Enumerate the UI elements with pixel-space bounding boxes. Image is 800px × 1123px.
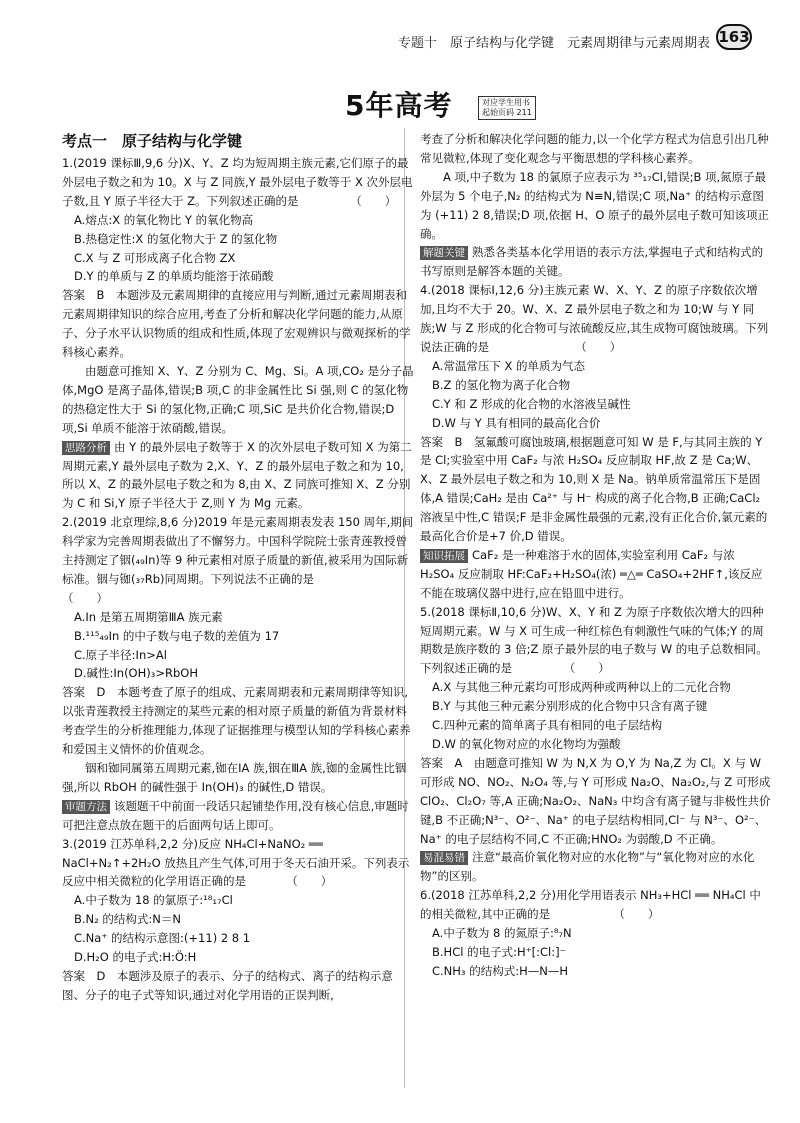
- paragraph: [62, 759, 414, 797]
- option: [62, 627, 414, 646]
- text: C.四种元素的简单离子具有相同的电子层结构: [432, 718, 663, 733]
- option: [62, 646, 414, 665]
- question: [62, 513, 429, 608]
- option: [420, 414, 772, 433]
- banner-note: [478, 96, 536, 120]
- answer: [420, 433, 772, 546]
- text: B.HCl 的电子式:H⁺[:Cl:]⁻: [432, 944, 566, 959]
- answer: [62, 683, 414, 759]
- text: 由 Y 的最外层电子数等于 X 的次外层电子数可知 X 为第二周期元素,Y 最外层电子数为 2,X、Y、Z 的最外层电子数之和为 10,所以 X、Z 的最外层电子数之和为 8,由 X、Z 同族可推知 X、Z 分别为 C 和 Si,Y 原子半径大于 Z,则 Y 为 Mg 元素。: [62, 439, 412, 511]
- text: 答案 D 本题涉及原子的表示、分子的结构式、离子的结构示意图、分子的电子式等知识,通过对化学用语的正误判断,: [62, 968, 393, 1002]
- text: 熟悉各类基本化学用语的表示方法,掌握电子式和结构式的书写原则是解答本题的关键。: [420, 245, 764, 279]
- option: [62, 929, 414, 948]
- text: 注意“最高价氧化物对应的水化物”与“氧化物对应的水化物”的区别。: [420, 850, 755, 884]
- text: 4.(2018 课标Ⅰ,12,6 分)主族元素 W、X、Y、Z 的原子序数依次增加,且均不大于 20。W、X、Z 最外层电子数之和为 10;W 与 Y 同族;W 与 Z 形成的化合物可与浓硫酸反应,其生成物可腐蚀玻璃。下列说法正确的是 （ ）: [420, 283, 769, 354]
- text: 答案 D 本题考查了原子的组成、元素周期表和元素周期律等知识,以张青莲教授主持测定的某些元素的相对原子质量的新值为背景材料考查学生的分析推理能力,体现了证据推理与模型认知的学科核心素养和爱国主义情怀的价值观念。: [62, 685, 411, 757]
- option: [420, 716, 772, 735]
- tip-note: [420, 243, 772, 281]
- option: [420, 357, 772, 376]
- option: [62, 910, 414, 929]
- tip-tag: 审题方法: [62, 800, 110, 814]
- tip-note: [62, 438, 414, 514]
- option: [420, 962, 772, 981]
- option: [62, 891, 414, 910]
- question: [62, 154, 414, 211]
- option: [62, 948, 414, 967]
- paragraph: [420, 130, 772, 168]
- section-title: 考点一 原子结构与化学键: [62, 132, 243, 150]
- option: [62, 608, 414, 627]
- text: 6.(2018 江苏单科,2,2 分)用化学用语表示 NH₃+HCl ══ NH₄Cl 中的相关微粒,其中正确的是 （ ）: [420, 888, 761, 922]
- text: 由题意可推知 X、Y、Z 分别为 C、Mg、Si。A 项,CO₂ 是分子晶体,MgO 是离子晶体,错误;B 项,C 的非金属性比 Si 强,则 C 的氢化物的热稳定性大于 Si 的氢化物,正确;C 项,SiC 是共价化合物,错误;D 项,Si 单质不能溶于浓硝酸,错误。: [62, 363, 414, 435]
- option: [420, 678, 772, 697]
- text: A.常温常压下 X 的单质为气态: [432, 358, 586, 373]
- answer: [62, 967, 414, 1005]
- banner-title: 5年高考: [345, 89, 453, 122]
- text: A 项,中子数为 18 的氯原子应表示为 ³⁵₁₇Cl,错误;B 项,氮原子最外层为 5 个电子,N₂ 的结构式为 N≡N,错误;C 项,Na⁺ 的结构示意图为 (+11) 2 8,错误;D 项,依据 H、O 原子的最外层电子数可知该项正确。: [420, 169, 770, 241]
- text: A.X 与其他三种元素均可形成两种或两种以上的二元化合物: [432, 680, 731, 695]
- text: 1.(2019 课标Ⅲ,9,6 分)X、Y、Z 均为短周期主族元素,它们原子的最外层电子数之和为 10。X 与 Z 同族,Y 最外层电子数等于 X 次外层电子数,且 Y 原子半径大于 Z。下列叙述正确的是 （ ）: [62, 156, 413, 208]
- banner-note-line1: 对应学生用书: [482, 98, 530, 107]
- option: [420, 395, 772, 414]
- text: 3.(2019 江苏单科,2,2 分)反应 NH₄Cl+NaNO₂ ══ NaCl+N₂↑+2H₂O 放热且产生气体,可用于冬天石油开采。下列表示反应中相关微粒的化学用语正确的是 （ ）: [62, 836, 410, 889]
- option: [62, 211, 414, 230]
- text: A.In 是第五周期第ⅢA 族元素: [74, 609, 223, 624]
- text: C.X 与 Z 可形成离子化合物 ZX: [74, 250, 236, 265]
- text: D.碱性:In(OH)₃>RbOH: [74, 666, 198, 681]
- text: B.Z 的氢化物为离子化合物: [432, 377, 571, 392]
- text: C.Y 和 Z 形成的化合物的水溶液呈碱性: [432, 396, 631, 411]
- tip-tag: 易混易错: [420, 851, 468, 865]
- question: [62, 835, 414, 892]
- text: 考查了分析和解决化学问题的能力,以一个化学方程式为信息引出几种常见微粒,体现了变化观念与平衡思想的学科核心素养。: [420, 132, 769, 165]
- text: 该题题干中前面一段话只起铺垫作用,没有核心信息,审题时可把注意点放在题干的后面两句话上即可。: [62, 798, 409, 832]
- text: 铟和铷同属第五周期元素,铷在ⅠA 族,铟在ⅢA 族,铷的金属性比铟强,所以 RbOH 的碱性强于 In(OH)₃ 的碱性,D 错误。: [62, 761, 407, 794]
- text: 2.(2019 北京理综,8,6 分)2019 年是元素周期表发表 150 周年,期间科学家为完善周期表做出了不懈努力。中国科学院院士张青莲教授曾主持测定了铟(₄₉In)等 9 种元素相对原子质量的新值,被采用为国际新标准。铟与铷(₃₇Rb)同周期。下列说法不正确的是 （ ）: [62, 515, 429, 605]
- text: C.原子半径:In>Al: [74, 647, 167, 662]
- text: B.Y 与其他三种元素分别形成的化合物中只含有离子键: [432, 699, 708, 714]
- tip-tag: 思路分析: [62, 441, 110, 455]
- banner-note-line2: 起始页码 211: [482, 108, 532, 117]
- header-topic: 专题十 原子结构与化学键 元素周期律与元素周期表: [397, 36, 710, 51]
- text: D.H₂O 的电子式:H:Ö:H: [74, 950, 197, 965]
- option: [420, 943, 772, 962]
- option: [420, 376, 772, 395]
- text: B.N₂ 的结构式:N＝N: [74, 912, 181, 927]
- text: 答案 B 本题涉及元素周期律的直接应用与判断,通过元素周期表和元素周期律知识的综合应用,考查了分析和解决化学问题的能力,从原子、分子水平认识物质的组成和性质,体现了宏观辨识与微观探析的学科核心素养。: [62, 288, 411, 360]
- option: [420, 697, 772, 716]
- text: 5.(2018 课标Ⅱ,10,6 分)W、X、Y 和 Z 为原子序数依次增大的四种短周期元素。W 与 X 可生成一种红棕色有刺激性气味的气体;Y 的周期数是族序数的 3 倍;Z 原子最外层的电子数与 W 的电子总数相同。下列叙述正确的是 （ ）: [420, 604, 768, 676]
- left-column: [62, 130, 429, 1005]
- text: C.Na⁺ 的结构示意图:(+11) 2 8 1: [74, 931, 251, 946]
- tip-note: [420, 848, 772, 886]
- text: 答案 A 由题意可推知 W 为 N,X 为 O,Y 为 Na,Z 为 Cl。X 与 W 可形成 NO、NO₂、N₂O₄ 等,与 Y 可形成 Na₂O、Na₂O₂,与 Z 可形成 ClO₂、Cl₂O₇ 等,A 正确;Na₂O₂、NaN₃ 中均含有离子键与非极性共价键,B 不正确;N³⁻、O²⁻、Na⁺ 的电子层结构相同,Cl⁻ 与 N³⁻、O²⁻、Na⁺ 的电子层结构不同,C 不正确;HNO₂ 为弱酸,D 不正确。: [420, 755, 771, 846]
- paragraph: [420, 168, 772, 244]
- paragraph: [62, 362, 414, 438]
- text: B.热稳定性:X 的氢化物大于 Z 的氢化物: [74, 231, 278, 246]
- text: A.中子数为 18 的氯原子:¹⁸₁₇Cl: [74, 893, 233, 908]
- question: [420, 281, 772, 357]
- right-column: [420, 130, 772, 981]
- tip-note: [420, 546, 772, 603]
- text: C.NH₃ 的结构式:H—N—H: [432, 963, 568, 978]
- option: [62, 664, 414, 683]
- question: [420, 603, 772, 679]
- text: CaF₂ 是一种难溶于水的固体,实验室利用 CaF₂ 与浓 H₂SO₄ 反应制取 HF:CaF₂+H₂SO₄(浓) ═△═ CaSO₄+2HF↑,该反应不能在玻璃仪器中进行,应在铅皿中进行。: [420, 547, 763, 600]
- text: A.中子数为 8 的氮原子:⁸₇N: [432, 926, 572, 941]
- text: D.W 与 Y 具有相同的最高化合价: [432, 415, 601, 430]
- page-header: [0, 14, 800, 50]
- text: B.¹¹⁵₄₉In 的中子数与电子数的差值为 17: [74, 628, 280, 643]
- option: [420, 924, 772, 943]
- page-number: 163: [716, 24, 752, 50]
- option: [62, 249, 414, 268]
- tip-note: [62, 797, 414, 835]
- option: [420, 735, 772, 754]
- question: [420, 886, 772, 924]
- text: 答案 B 氢氟酸可腐蚀玻璃,根据题意可知 W 是 F,与其同主族的 Y 是 Cl;实验室中用 CaF₂ 与浓 H₂SO₄ 反应制取 HF,故 Z 是 Ca;W、X、Z 最外层电子数之和为 10,则 X 是 Na。钠单质常温常压下是固体,A 错误;CaH₂ 是由 Ca²⁺ 与 H⁻ 构成的离子化合物,B 正确;CaCl₂ 溶液呈中性,C 错误;F 是非金属性最强的元素,没有正化合价,氯元素的最高化合价是+7 价,D 错误。: [420, 434, 768, 544]
- answer: [62, 286, 414, 362]
- text: D.W 的氧化物对应的水化物均为强酸: [432, 737, 621, 751]
- text: A.熔点:X 的氧化物比 Y 的氧化物高: [74, 212, 254, 227]
- answer: [420, 754, 772, 849]
- tip-tag: 知识拓展: [420, 549, 468, 563]
- section-banner: [330, 88, 560, 120]
- option: [62, 230, 414, 249]
- text: D.Y 的单质与 Z 的单质均能溶于浓硝酸: [74, 269, 274, 284]
- option: [62, 267, 414, 286]
- tip-tag: 解题关键: [420, 246, 468, 260]
